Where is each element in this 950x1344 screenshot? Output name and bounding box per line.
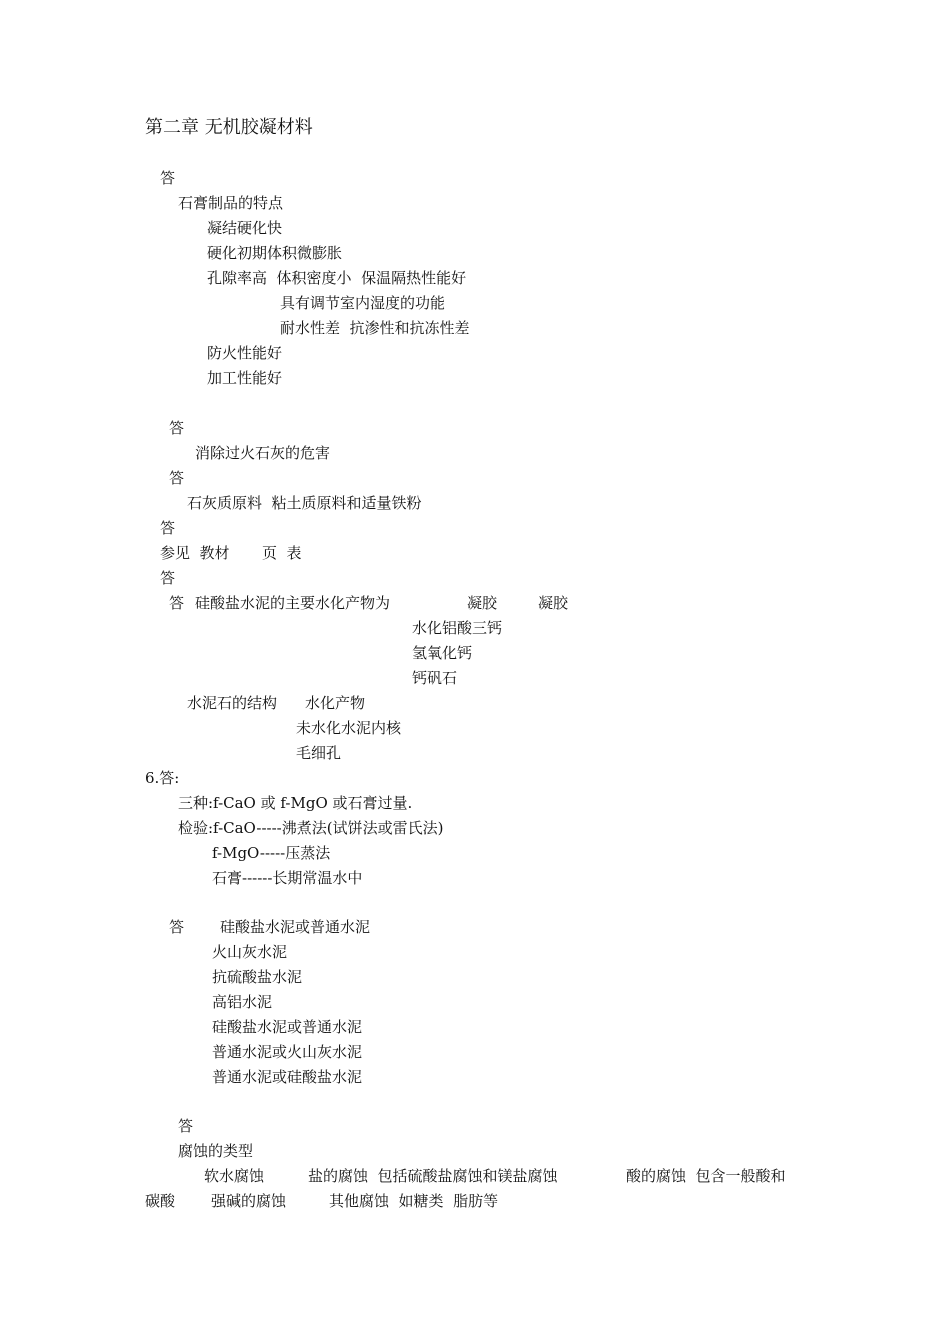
hydration-product-2: 氢氧化钙: [412, 644, 473, 662]
cement-structure-1: 水化产物: [305, 694, 366, 712]
cement-structure-label: 水泥石的结构: [187, 694, 278, 712]
unsoundness-test-2: f-MgO-----压蒸法: [212, 844, 331, 862]
gypsum-item-5: 耐水性差 抗渗性和抗冻性差: [280, 319, 470, 337]
gypsum-heading: 石膏制品的特点: [178, 194, 284, 212]
corrosion-type-3-cont: 碳酸: [145, 1192, 176, 1210]
chapter-title: 第二章 无机胶凝材料: [145, 117, 313, 138]
cement-choice-7: 普通水泥或硅酸盐水泥: [212, 1068, 363, 1086]
corrosion-type-3: 酸的腐蚀 包含一般酸和: [626, 1167, 786, 1185]
answer-label-8: 答: [178, 1117, 194, 1135]
cement-choice-2: 火山灰水泥: [212, 943, 288, 961]
hydration-product-3: 钙矾石: [412, 669, 458, 687]
gypsum-item-4: 具有调节室内湿度的功能: [280, 294, 446, 312]
corrosion-type-5: 其他腐蚀 如糖类 脂肪等: [329, 1192, 499, 1210]
answer-2-text: 消除过火石灰的危害: [195, 444, 331, 462]
answer-4-text-b: 页 表: [262, 544, 302, 562]
gypsum-item-6: 防火性能好: [207, 344, 283, 362]
gypsum-item-7: 加工性能好: [207, 369, 283, 387]
hydration-product-1: 水化铝酸三钙: [412, 619, 503, 637]
answer-label-4: 答: [160, 519, 176, 537]
answer-label-1: 答: [160, 169, 176, 187]
cement-choice-4: 高铝水泥: [212, 993, 273, 1011]
answer-4-text-a: 参见 教材: [160, 544, 230, 562]
gypsum-item-2: 硬化初期体积微膨胀: [207, 244, 343, 262]
cement-structure-3: 毛细孔: [296, 744, 342, 762]
answer-label-2: 答: [169, 419, 185, 437]
answer-3-text: 石灰质原料 粘土质原料和适量铁粉: [187, 494, 422, 512]
cement-structure-2: 未水化水泥内核: [296, 719, 402, 737]
unsoundness-test-3: 石膏------长期常温水中: [212, 869, 363, 887]
answer-label-5b: 答: [169, 594, 185, 612]
gypsum-item-1: 凝结硬化快: [207, 219, 283, 237]
hydration-gel-1: 凝胶: [467, 594, 498, 612]
answer-label-7: 答: [169, 918, 185, 936]
gypsum-item-3: 孔隙率高 体积密度小 保温隔热性能好: [207, 269, 467, 287]
unsoundness-kinds: 三种:f-CaO 或 f-MgO 或石膏过量.: [178, 794, 413, 812]
answer-label-5: 答: [160, 569, 176, 587]
answer-label-6: 6.答:: [145, 769, 180, 787]
hydration-intro: 硅酸盐水泥的主要水化产物为: [195, 594, 391, 612]
cement-choice-3: 抗硫酸盐水泥: [212, 968, 303, 986]
corrosion-type-4: 强碱的腐蚀: [211, 1192, 287, 1210]
cement-choice-6: 普通水泥或火山灰水泥: [212, 1043, 363, 1061]
answer-label-3: 答: [169, 469, 185, 487]
corrosion-heading: 腐蚀的类型: [178, 1142, 254, 1160]
corrosion-type-2: 盐的腐蚀 包括硫酸盐腐蚀和镁盐腐蚀: [308, 1167, 558, 1185]
corrosion-type-1: 软水腐蚀: [204, 1167, 265, 1185]
hydration-gel-2: 凝胶: [538, 594, 569, 612]
cement-choice-5: 硅酸盐水泥或普通水泥: [212, 1018, 363, 1036]
cement-choice-1: 硅酸盐水泥或普通水泥: [220, 918, 371, 936]
unsoundness-test-1: 检验:f-CaO-----沸煮法(试饼法或雷氏法): [178, 819, 444, 837]
